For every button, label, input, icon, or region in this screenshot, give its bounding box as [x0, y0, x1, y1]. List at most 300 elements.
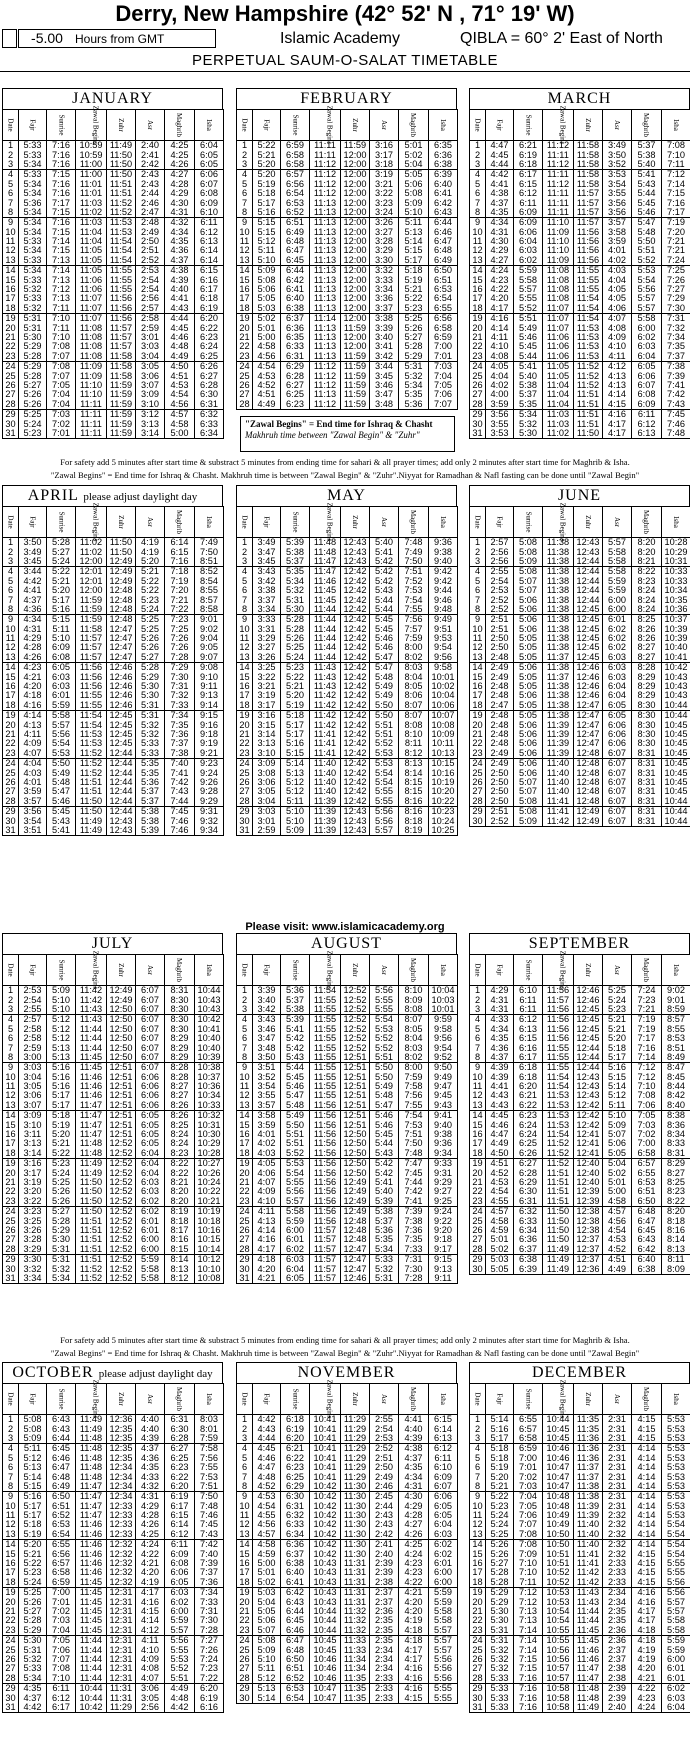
table-cell: 4:15 — [632, 1559, 662, 1568]
table-cell: 11:33 — [341, 1645, 370, 1654]
table-cell: 4:14 — [632, 1463, 662, 1472]
table-cell: 5:32 — [19, 1655, 47, 1664]
table-cell: 2:33 — [370, 1683, 399, 1693]
table-cell: 7:20 — [662, 228, 690, 237]
table-cell: 3:34 — [370, 285, 399, 294]
column-header-label: Zawal Begins — [91, 950, 100, 990]
table-row — [237, 1130, 458, 1139]
table-cell: 7:04 — [47, 1626, 76, 1636]
column-header-label: Zawal Begins — [325, 950, 334, 990]
table-row — [470, 1472, 690, 1481]
table-cell: 11:38 — [543, 538, 574, 548]
table-cell: 20 — [470, 1597, 486, 1606]
table-cell: 4 — [470, 1015, 486, 1025]
table-cell: 5:18 — [486, 1444, 514, 1454]
table-cell: 6:29 — [514, 1178, 543, 1187]
table-cell: 6:07 — [603, 816, 632, 826]
table-cell: 11:58 — [574, 180, 603, 189]
table-cell: 10:04 — [429, 986, 458, 996]
table-cell: 12:43 — [341, 806, 370, 816]
table-cell: 17 — [237, 1139, 253, 1148]
table-cell: 12:49 — [107, 986, 136, 996]
table-cell: 28 — [470, 400, 486, 410]
table-cell: 4:16 — [603, 409, 632, 419]
table-cell: 7:15 — [514, 1655, 543, 1664]
table-row — [3, 1454, 224, 1463]
table-cell: 6:02 — [136, 1206, 165, 1216]
table-cell: 2:36 — [370, 1607, 399, 1616]
table-cell: 2:47 — [136, 208, 165, 218]
table-cell: 10:43 — [310, 1578, 341, 1588]
month-may — [236, 485, 457, 836]
table-cell: 11:13 — [310, 228, 341, 237]
table-cell: 8 — [470, 1053, 486, 1063]
table-cell: 5:30 — [136, 691, 165, 700]
table-cell: 15 — [3, 1549, 19, 1558]
table-row — [470, 1245, 690, 1255]
table-cell: 5:47 — [632, 218, 662, 228]
table-cell: 10:41 — [662, 653, 690, 663]
column-header — [370, 110, 399, 141]
table-row — [237, 577, 458, 586]
column-header — [429, 110, 458, 141]
table-cell: 3:11 — [19, 1130, 47, 1139]
table-cell: 2:31 — [603, 1424, 632, 1433]
table-cell: 5 — [470, 180, 486, 189]
column-header-label: Isha — [438, 516, 447, 528]
table-cell: 6:42 — [632, 1245, 662, 1255]
table-cell: 26 — [237, 381, 253, 390]
table-cell: 11:56 — [574, 256, 603, 266]
table-row — [3, 429, 224, 439]
table-cell: 12:44 — [574, 577, 603, 586]
table-cell: 11:58 — [76, 625, 107, 634]
table-cell: 5:23 — [19, 429, 47, 439]
table-row — [470, 266, 690, 276]
table-cell: 11:51 — [574, 390, 603, 399]
table-cell: 5:28 — [19, 1616, 47, 1625]
table-row — [237, 730, 458, 739]
table-cell: 12:42 — [341, 691, 370, 700]
table-cell: 5:45 — [370, 625, 399, 634]
table-cell: 5:25 — [399, 314, 429, 324]
table-cell: 11:03 — [76, 218, 107, 228]
table-cell: 7:41 — [662, 381, 690, 390]
table-cell: 4:15 — [632, 1549, 662, 1558]
gmt-label: Hours from GMT — [75, 32, 165, 46]
table-cell: 7:59 — [399, 634, 429, 643]
table-cell: 3:13 — [136, 419, 165, 428]
table-cell: 11:53 — [543, 1120, 574, 1129]
table-cell: 21 — [237, 333, 253, 342]
table-row — [3, 294, 224, 303]
table-cell: 5:29 — [486, 1597, 514, 1606]
table-cell: 7:23 — [195, 1664, 224, 1673]
table-row — [470, 275, 690, 284]
table-cell: 12:31 — [107, 1597, 136, 1606]
column-header-label: Date — [240, 515, 249, 529]
table-row — [3, 1415, 224, 1425]
table-cell: 9:32 — [195, 816, 224, 825]
table-row — [3, 419, 224, 428]
table-cell: 10:47 — [543, 1463, 574, 1472]
table-cell: 11:43 — [574, 1597, 603, 1606]
table-cell: 11:44 — [310, 615, 341, 625]
table-cell: 12:46 — [107, 663, 136, 673]
table-cell: 11:46 — [574, 1655, 603, 1664]
table-cell: 8:23 — [632, 577, 662, 586]
table-row — [237, 1683, 458, 1693]
table-cell: 11:59 — [107, 390, 136, 399]
table-cell: 8:55 — [662, 1025, 690, 1034]
table-cell: 7:48 — [399, 1149, 429, 1159]
table-row — [470, 1101, 690, 1111]
table-cell: 12:42 — [574, 1111, 603, 1121]
table-cell: 11 — [3, 634, 19, 643]
table-cell: 11:55 — [310, 1063, 341, 1073]
table-cell: 5:19 — [47, 1120, 76, 1129]
table-cell: 6:47 — [281, 246, 310, 255]
table-cell: 11:51 — [76, 1216, 107, 1225]
table-cell: 11:10 — [76, 390, 107, 399]
table-cell: 5:56 — [662, 1578, 690, 1588]
table-cell: 5:27 — [19, 1607, 47, 1616]
table-cell: 3:39 — [370, 323, 399, 332]
table-cell: 11:44 — [76, 1645, 107, 1654]
table-cell: 10:52 — [543, 1568, 574, 1577]
table-cell: 4 — [470, 170, 486, 180]
table-cell: 6:50 — [429, 266, 458, 276]
table-cell: 4 — [237, 567, 253, 577]
table-cell: 24 — [237, 758, 253, 768]
table-cell: 8:25 — [632, 615, 662, 625]
table-cell: 12:52 — [341, 1034, 370, 1043]
table-cell: 4:43 — [165, 304, 195, 314]
table-cell: 11:57 — [107, 342, 136, 351]
table-cell: 5 — [470, 1025, 486, 1034]
table-cell: 8:14 — [662, 1235, 690, 1244]
table-cell: 7:46 — [165, 816, 195, 825]
table-cell: 7:45 — [165, 806, 195, 816]
table-cell: 9:53 — [429, 634, 458, 643]
table-cell: 5:59 — [603, 586, 632, 595]
table-row — [3, 1235, 224, 1244]
table-cell: 8:28 — [165, 1073, 195, 1082]
table-row — [470, 1635, 690, 1645]
table-cell: 12:00 — [341, 294, 370, 303]
table-cell: 16 — [237, 1130, 253, 1139]
table-cell: 11:58 — [574, 160, 603, 170]
table-cell: 2:31 — [603, 1434, 632, 1444]
table-cell: 3:52 — [603, 160, 632, 170]
table-cell: 5:33 — [136, 739, 165, 748]
column-header-label: Sunrise — [524, 959, 532, 981]
table-cell: 5:06 — [514, 749, 543, 759]
table-cell: 12:47 — [107, 634, 136, 643]
table-row — [237, 1415, 458, 1425]
table-cell: 7:32 — [165, 691, 195, 700]
table-cell: 6:02 — [662, 1683, 690, 1693]
table-cell: 5:11 — [281, 797, 310, 807]
table-row — [470, 150, 690, 159]
table-cell: 10:40 — [662, 643, 690, 652]
table-cell: 8:11 — [399, 739, 429, 748]
table-cell: 6:23 — [195, 333, 224, 342]
table-cell: 3 — [237, 160, 253, 170]
table-cell: 10:44 — [662, 701, 690, 711]
table-cell: 6:05 — [281, 1274, 310, 1284]
table-cell: 12:42 — [341, 749, 370, 759]
table-cell: 19 — [3, 1159, 19, 1169]
table-cell: 11:47 — [310, 567, 341, 577]
table-cell: 7:13 — [514, 1616, 543, 1625]
table-cell: 10:48 — [543, 1492, 574, 1502]
table-row — [3, 806, 224, 816]
table-cell: 11:54 — [543, 1082, 574, 1091]
table-cell: 5:50 — [281, 1120, 310, 1129]
table-row — [3, 1683, 224, 1693]
table-cell: 5:33 — [19, 294, 47, 303]
table-cell: 6:02 — [603, 625, 632, 634]
table-cell: 12:42 — [341, 634, 370, 643]
table-cell: 31 — [237, 1274, 253, 1284]
table-cell: 5:10 — [253, 1655, 281, 1664]
table-cell: 7:07 — [514, 1520, 543, 1529]
table-cell: 5:22 — [19, 1559, 47, 1568]
table-row — [3, 1472, 224, 1481]
table-cell: 11:48 — [76, 1434, 107, 1444]
table-row — [3, 400, 224, 410]
table-cell: 7:56 — [399, 1091, 429, 1100]
column-header-label: Fajr — [28, 516, 37, 528]
table-cell: 5:33 — [19, 170, 47, 180]
table-cell: 15 — [470, 672, 486, 681]
table-cell: 2:48 — [486, 711, 514, 721]
table-cell: 7:45 — [662, 409, 690, 419]
table-cell: 12:51 — [341, 1073, 370, 1082]
table-row — [3, 1015, 224, 1025]
table-cell: 11:40 — [310, 778, 341, 787]
table-cell: 5:13 — [47, 1043, 76, 1052]
table-cell: 12:52 — [107, 1235, 136, 1244]
table-cell: 6:49 — [281, 228, 310, 237]
table-cell: 5:47 — [370, 1101, 399, 1111]
table-cell: 11:55 — [310, 1043, 341, 1052]
table-row — [3, 304, 224, 314]
table-cell: 7:03 — [47, 409, 76, 419]
table-cell: 17 — [3, 1568, 19, 1577]
table-cell: 5:53 — [281, 1159, 310, 1169]
table-cell: 5:57 — [603, 538, 632, 548]
table-cell: 5:24 — [47, 557, 76, 567]
table-cell: 12:43 — [574, 538, 603, 548]
table-cell: 6 — [470, 1034, 486, 1043]
table-cell: 11:48 — [76, 1472, 107, 1481]
table-cell: 23 — [470, 1626, 486, 1636]
table-cell: 19 — [3, 1588, 19, 1598]
table-cell: 4:14 — [632, 1472, 662, 1481]
table-cell: 5:51 — [370, 720, 399, 729]
table-cell: 5:58 — [514, 275, 543, 284]
table-cell: 9:28 — [195, 787, 224, 796]
safety-note-1: For safety add 5 minutes after start time & substract 5 minutes from ending time for sahari & all prayer times; add only 2 minutes after start time for Maghrib & Isha. — [60, 457, 630, 467]
table-cell: 2:36 — [603, 1635, 632, 1645]
table-row — [470, 1149, 690, 1159]
table-cell: 11:37 — [543, 653, 574, 663]
table-cell: 11:43 — [310, 663, 341, 673]
column-header-label: Asr — [146, 1393, 154, 1405]
table-cell: 11:47 — [76, 1511, 107, 1520]
table-cell: 4:42 — [165, 1703, 195, 1713]
table-cell: 25 — [237, 371, 253, 380]
table-cell: 6:36 — [281, 323, 310, 332]
gmt-value: -5.00 — [31, 30, 63, 46]
table-cell: 26 — [237, 1226, 253, 1235]
column-header-label: Date — [6, 118, 15, 132]
table-cell: 12:42 — [341, 720, 370, 729]
table-cell: 3:05 — [136, 1693, 165, 1702]
table-cell: 5:28 — [486, 1578, 514, 1588]
table-cell: 11:13 — [310, 285, 341, 294]
table-cell: 12:01 — [76, 577, 107, 586]
table-cell: 4:30 — [399, 1492, 429, 1502]
table-row — [237, 778, 458, 787]
table-cell: 15 — [3, 1120, 19, 1129]
table-cell: 6:01 — [662, 1674, 690, 1684]
table-cell: 11:31 — [107, 1683, 136, 1693]
table-cell: 11:41 — [574, 1549, 603, 1558]
table-cell: 5:40 — [632, 160, 662, 170]
table-row — [3, 1082, 224, 1091]
table-cell: 5:56 — [370, 816, 399, 825]
table-cell: 4:54 — [165, 390, 195, 399]
column-header-label: Fajr — [495, 516, 504, 528]
table-cell: 5:12 — [47, 1025, 76, 1034]
table-cell: 7:15 — [514, 1664, 543, 1673]
month-title — [469, 485, 690, 506]
table-cell: 8:31 — [632, 806, 662, 816]
table-cell: 11:57 — [310, 1274, 341, 1284]
table-cell: 21 — [237, 730, 253, 739]
table-cell: 2:33 — [603, 1559, 632, 1568]
table-cell: 11:56 — [574, 228, 603, 237]
table-cell: 10:21 — [195, 1197, 224, 1207]
table-row — [237, 1645, 458, 1654]
table-cell: 5:28 — [19, 371, 47, 380]
table-cell: 11:05 — [543, 371, 574, 380]
table-cell: 11:44 — [310, 653, 341, 663]
table-cell: 12:37 — [574, 1254, 603, 1264]
table-cell: 12:42 — [341, 701, 370, 711]
table-cell: 7:40 — [165, 758, 195, 768]
table-cell: 5:38 — [281, 1005, 310, 1015]
table-cell: 4:47 — [253, 1463, 281, 1472]
table-row — [470, 1674, 690, 1684]
table-cell: 3:12 — [136, 409, 165, 419]
table-cell: 3:21 — [370, 180, 399, 189]
table-cell: 5 — [3, 577, 19, 586]
table-cell: 11:54 — [310, 986, 341, 996]
table-cell: 2 — [470, 995, 486, 1004]
table-cell: 4:04 — [486, 371, 514, 380]
table-cell: 8:26 — [632, 634, 662, 643]
table-cell: 4:22 — [399, 1578, 429, 1588]
month-table — [2, 1379, 224, 1713]
table-cell: 8:42 — [662, 1091, 690, 1100]
table-cell: 12:52 — [107, 1197, 136, 1207]
table-cell: 2:54 — [136, 285, 165, 294]
table-cell: 8:01 — [195, 1424, 224, 1433]
table-cell: 11:38 — [543, 615, 574, 625]
table-cell: 6:44 — [429, 218, 458, 228]
table-row — [470, 285, 690, 294]
table-cell: 5:48 — [370, 672, 399, 681]
table-cell: 5:07 — [253, 1626, 281, 1636]
table-cell: 22 — [237, 1616, 253, 1625]
table-cell: 6 — [237, 1463, 253, 1472]
table-cell: 6:19 — [195, 304, 224, 314]
column-header — [195, 110, 224, 141]
table-row — [470, 625, 690, 634]
table-row — [470, 797, 690, 807]
table-cell: 5:45 — [281, 1073, 310, 1082]
table-cell: 2 — [470, 1424, 486, 1433]
table-cell: 4:38 — [486, 189, 514, 198]
table-cell: 3:01 — [253, 816, 281, 825]
table-cell: 11:01 — [76, 180, 107, 189]
table-cell: 10:12 — [195, 1254, 224, 1264]
table-cell: 7:30 — [165, 672, 195, 681]
table-row — [237, 1454, 458, 1463]
table-cell: 5:56 — [429, 1664, 458, 1673]
table-cell: 7:48 — [662, 429, 690, 439]
month-title — [469, 1362, 690, 1383]
table-cell: 4:35 — [165, 237, 195, 246]
table-cell: 2:40 — [370, 1549, 399, 1558]
table-cell: 5:10 — [47, 634, 76, 643]
table-cell: 12:43 — [341, 816, 370, 825]
table-cell: 6:06 — [429, 1492, 458, 1502]
table-cell: 7:24 — [632, 986, 662, 996]
table-cell: 11:35 — [341, 1693, 370, 1703]
table-cell: 11:12 — [543, 160, 574, 170]
table-cell: 6:07 — [195, 180, 224, 189]
table-cell: 10:33 — [662, 567, 690, 577]
table-cell: 5:06 — [514, 625, 543, 634]
table-row — [237, 266, 458, 276]
table-cell: 29 — [3, 806, 19, 816]
table-cell: 25 — [237, 768, 253, 777]
table-cell: 3:33 — [253, 615, 281, 625]
table-cell: 9 — [470, 615, 486, 625]
column-header — [662, 955, 690, 986]
table-cell: 12:00 — [341, 342, 370, 351]
table-cell: 6:56 — [281, 180, 310, 189]
table-cell: 5:51 — [281, 1130, 310, 1139]
table-cell: 4:08 — [486, 352, 514, 362]
table-row — [470, 778, 690, 787]
table-cell: 7:16 — [47, 218, 76, 228]
table-row — [237, 390, 458, 399]
table-cell: 10:28 — [662, 538, 690, 548]
table-row — [470, 577, 690, 586]
table-cell: 4:26 — [399, 1530, 429, 1540]
table-cell: 6:43 — [47, 1415, 76, 1425]
table-cell: 16 — [470, 285, 486, 294]
table-cell: 4:52 — [253, 1482, 281, 1492]
table-row — [470, 218, 690, 228]
table-cell: 2:51 — [136, 246, 165, 255]
